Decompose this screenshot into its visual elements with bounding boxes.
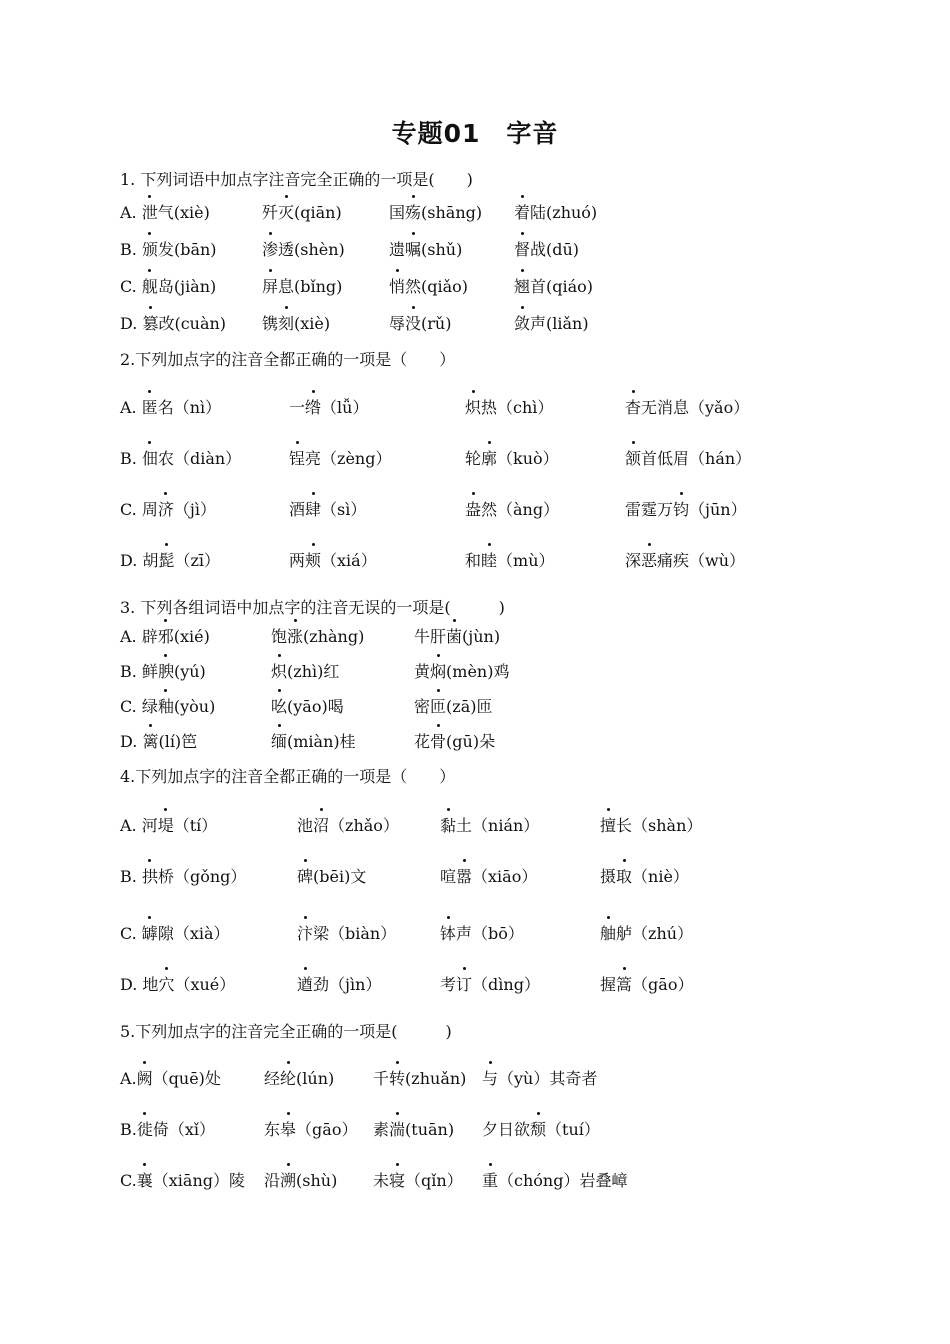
dotted-character: 颊 bbox=[305, 548, 321, 571]
option-row bbox=[0, 813, 950, 837]
dotted-character: 嚣 bbox=[456, 864, 472, 887]
option-item: 深恶痛疾（wù） bbox=[625, 548, 745, 571]
option-item: 饱涨(zhàng) bbox=[271, 624, 364, 647]
option-item: 杳无消息（yǎo） bbox=[625, 395, 749, 418]
option-row bbox=[0, 1066, 950, 1090]
dotted-character: 涨 bbox=[287, 624, 303, 647]
option-item: 与（yù）其奇者 bbox=[482, 1066, 597, 1089]
dotted-character: 纶 bbox=[280, 1066, 296, 1089]
option-item: B. 佃农（diàn） bbox=[120, 446, 241, 469]
dotted-character: 刻 bbox=[278, 311, 294, 334]
option-item: 一绺（lǚ） bbox=[289, 395, 368, 418]
option-row bbox=[0, 624, 950, 648]
dotted-character: 篙 bbox=[616, 972, 632, 995]
dotted-character: 阙 bbox=[137, 1066, 153, 1089]
option-item: 翘首(qiáo) bbox=[514, 274, 593, 297]
option-row bbox=[0, 1117, 950, 1141]
option-item: B.徙倚（xǐ） bbox=[120, 1117, 215, 1140]
option-item: 东皋（gāo） bbox=[264, 1117, 357, 1140]
dotted-character: 黏 bbox=[440, 813, 456, 836]
option-row bbox=[0, 274, 950, 298]
option-item: 雷霆万钧（jūn） bbox=[625, 497, 747, 520]
option-item: 沿溯(shù) bbox=[264, 1168, 337, 1191]
dotted-character: 佃 bbox=[142, 446, 158, 469]
option-row bbox=[0, 446, 950, 470]
option-item: 缅(miàn)桂 bbox=[271, 729, 356, 752]
dotted-character: 拱 bbox=[142, 864, 158, 887]
dotted-character: 徙 bbox=[137, 1117, 153, 1140]
option-item: 遗嘱(shǔ) bbox=[389, 237, 462, 260]
option-item: 锃亮（zèng） bbox=[289, 446, 391, 469]
option-item: 握篙（gāo） bbox=[600, 972, 693, 995]
option-item: 辱没(rǔ) bbox=[389, 311, 451, 334]
option-item: A. 匿名（nì） bbox=[120, 395, 221, 418]
dotted-character: 泄 bbox=[142, 200, 158, 223]
question-stem: 1. 下列词语中加点字注音完全正确的一项是( ) bbox=[120, 170, 473, 189]
question-stem: 3. 下列各组词语中加点字的注音无误的一项是( ) bbox=[120, 598, 505, 617]
option-item: 花骨(gū)朵 bbox=[414, 729, 495, 752]
dotted-character: 碑 bbox=[297, 864, 313, 887]
option-item: 酒肆（sì） bbox=[289, 497, 366, 520]
dotted-character: 睦 bbox=[481, 548, 497, 571]
option-item: 屏息(bǐng) bbox=[262, 274, 342, 297]
option-item: D. 地穴（xué） bbox=[120, 972, 235, 995]
option-item: 渗透(shèn) bbox=[262, 237, 345, 260]
option-row bbox=[0, 972, 950, 996]
option-row bbox=[0, 548, 950, 572]
option-row bbox=[0, 237, 950, 261]
option-item: 池沼（zhǎo） bbox=[297, 813, 399, 836]
dotted-character: 篡 bbox=[142, 311, 158, 334]
option-item: 牛肝菌(jùn) bbox=[414, 624, 500, 647]
option-item: 着陆(zhuó) bbox=[514, 200, 597, 223]
dotted-character: 骨 bbox=[430, 729, 446, 752]
dotted-character: 督 bbox=[514, 237, 530, 260]
dotted-character: 钧 bbox=[673, 497, 689, 520]
option-item: 歼灭(qiān) bbox=[262, 200, 342, 223]
option-item: 擅长（shàn） bbox=[600, 813, 702, 836]
dotted-character: 汴 bbox=[297, 921, 313, 944]
option-item: 重（chóng）岩叠嶂 bbox=[482, 1168, 627, 1191]
option-row bbox=[0, 200, 950, 224]
option-item: 黄焖(mèn)鸡 bbox=[414, 659, 509, 682]
option-item: B. 鲜腴(yú) bbox=[120, 659, 206, 682]
dotted-character: 釉 bbox=[158, 694, 174, 717]
option-item: C. 绿釉(yòu) bbox=[120, 694, 215, 717]
dotted-character: 悄 bbox=[389, 274, 405, 297]
option-item: 密匝(zā)匝 bbox=[414, 694, 493, 717]
dotted-character: 屏 bbox=[262, 274, 278, 297]
dotted-character: 重 bbox=[482, 1168, 498, 1191]
option-item: 敛声(liǎn) bbox=[514, 311, 589, 334]
option-row bbox=[0, 395, 950, 419]
dotted-character: 邪 bbox=[158, 624, 174, 647]
dotted-character: 匝 bbox=[430, 694, 446, 717]
question-stem: 2.下列加点字的注音全都正确的一项是（ ） bbox=[120, 350, 456, 369]
dotted-character: 殇 bbox=[405, 200, 421, 223]
option-item: 国殇(shāng) bbox=[389, 200, 482, 223]
dotted-character: 订 bbox=[456, 972, 472, 995]
option-item: 悄然(qiǎo) bbox=[389, 274, 468, 297]
dotted-character: 翘 bbox=[514, 274, 530, 297]
dotted-character: 恶 bbox=[641, 548, 657, 571]
option-item: C. 舰岛(jiàn) bbox=[120, 274, 216, 297]
option-item: 千转(zhuǎn) bbox=[373, 1066, 466, 1089]
dotted-character: 炽 bbox=[271, 659, 287, 682]
dotted-character: 济 bbox=[158, 497, 174, 520]
dotted-character: 廓 bbox=[481, 446, 497, 469]
option-item: 和睦（mù） bbox=[465, 548, 555, 571]
dotted-character: 绺 bbox=[305, 395, 321, 418]
dotted-character: 钵 bbox=[440, 921, 456, 944]
option-row bbox=[0, 1168, 950, 1192]
option-item: 盎然（àng） bbox=[465, 497, 559, 520]
dotted-character: 溯 bbox=[280, 1168, 296, 1191]
option-item: 考订（dìng） bbox=[440, 972, 540, 995]
option-item: 炽(zhì)红 bbox=[271, 659, 339, 682]
option-item: 两颊（xiá） bbox=[289, 548, 377, 571]
dotted-character: 舳 bbox=[600, 921, 616, 944]
dotted-character: 转 bbox=[389, 1066, 405, 1089]
option-item: 黏土（nián） bbox=[440, 813, 539, 836]
option-item: 夕日欲颓（tuí） bbox=[482, 1117, 600, 1140]
option-item: 钵声（bō） bbox=[440, 921, 524, 944]
option-row bbox=[0, 311, 950, 335]
option-row bbox=[0, 694, 950, 718]
option-item: 轮廓（kuò） bbox=[465, 446, 559, 469]
dotted-character: 敛 bbox=[514, 311, 530, 334]
question-stem: 4.下列加点字的注音全都正确的一项是（ ） bbox=[120, 767, 456, 786]
dotted-character: 匿 bbox=[142, 395, 158, 418]
option-item: D. 胡髭（zī） bbox=[120, 548, 220, 571]
dotted-character: 颔 bbox=[625, 446, 641, 469]
option-item: 镌刻(xiè) bbox=[262, 311, 330, 334]
option-row bbox=[0, 729, 950, 753]
option-item: D. 篱(lí)笆 bbox=[120, 729, 197, 752]
dotted-character: 菌 bbox=[446, 624, 462, 647]
dotted-character: 穴 bbox=[158, 972, 174, 995]
option-item: 未寝（qǐn） bbox=[373, 1168, 463, 1191]
dotted-character: 髭 bbox=[158, 548, 174, 571]
dotted-character: 焖 bbox=[430, 659, 446, 682]
dotted-character: 盎 bbox=[465, 497, 481, 520]
option-item: 吆(yāo)喝 bbox=[271, 694, 344, 717]
option-item: C. 周济（jì） bbox=[120, 497, 216, 520]
dotted-character: 舰 bbox=[142, 274, 158, 297]
dotted-character: 腴 bbox=[158, 659, 174, 682]
option-row bbox=[0, 864, 950, 888]
option-item: 素湍(tuān) bbox=[373, 1117, 454, 1140]
dotted-character: 堤 bbox=[158, 813, 174, 836]
dotted-character: 炽 bbox=[465, 395, 481, 418]
dotted-character: 襄 bbox=[137, 1168, 153, 1191]
dotted-character: 罅 bbox=[142, 921, 158, 944]
dotted-character: 颓 bbox=[530, 1117, 546, 1140]
option-item: 炽热（chì） bbox=[465, 395, 553, 418]
option-item: B. 颁发(bān) bbox=[120, 237, 217, 260]
option-row bbox=[0, 497, 950, 521]
dotted-character: 皋 bbox=[280, 1117, 296, 1140]
dotted-character: 篱 bbox=[142, 729, 158, 752]
dotted-character: 肆 bbox=[305, 497, 321, 520]
dotted-character: 没 bbox=[405, 311, 421, 334]
dotted-character: 杳 bbox=[625, 395, 641, 418]
option-item: A. 泄气(xiè) bbox=[120, 200, 210, 223]
option-item: A. 河堤（tí） bbox=[120, 813, 217, 836]
option-item: D. 篡改(cuàn) bbox=[120, 311, 226, 334]
question-stem: 5.下列加点字的注音完全正确的一项是( ) bbox=[120, 1022, 452, 1041]
option-row bbox=[0, 921, 950, 945]
option-item: 遒劲（jìn） bbox=[297, 972, 381, 995]
option-item: 摄取（niè） bbox=[600, 864, 689, 887]
dotted-character: 颁 bbox=[142, 237, 158, 260]
dotted-character: 取 bbox=[616, 864, 632, 887]
option-item: 督战(dū) bbox=[514, 237, 579, 260]
dotted-character: 寝 bbox=[389, 1168, 405, 1191]
option-item: 经纶(lún) bbox=[264, 1066, 334, 1089]
option-item: C. 罅隙（xià） bbox=[120, 921, 230, 944]
dotted-character: 嘱 bbox=[405, 237, 421, 260]
dotted-character: 缅 bbox=[271, 729, 287, 752]
option-row bbox=[0, 659, 950, 683]
option-item: A.阙（quē)处 bbox=[120, 1066, 221, 1089]
option-item: 喧嚣（xiāo） bbox=[440, 864, 537, 887]
dotted-character: 灭 bbox=[278, 200, 294, 223]
option-item: A. 辟邪(xié) bbox=[120, 624, 210, 647]
dotted-character: 吆 bbox=[271, 694, 287, 717]
dotted-character: 着 bbox=[514, 200, 530, 223]
dotted-character: 湍 bbox=[389, 1117, 405, 1140]
dotted-character: 锃 bbox=[289, 446, 305, 469]
dotted-character: 与 bbox=[482, 1066, 498, 1089]
page-title: 专题01 字音 bbox=[391, 119, 559, 148]
option-item: B. 拱桥（gǒng） bbox=[120, 864, 246, 887]
dotted-character: 沼 bbox=[313, 813, 329, 836]
option-item: 碑(bēi)文 bbox=[297, 864, 366, 887]
dotted-character: 渗 bbox=[262, 237, 278, 260]
option-item: C.襄（xiāng）陵 bbox=[120, 1168, 245, 1191]
dotted-character: 擅 bbox=[600, 813, 616, 836]
option-item: 舳舻（zhú） bbox=[600, 921, 693, 944]
option-item: 汴梁（biàn） bbox=[297, 921, 396, 944]
option-item: 颔首低眉（hán） bbox=[625, 446, 751, 469]
dotted-character: 遒 bbox=[297, 972, 313, 995]
